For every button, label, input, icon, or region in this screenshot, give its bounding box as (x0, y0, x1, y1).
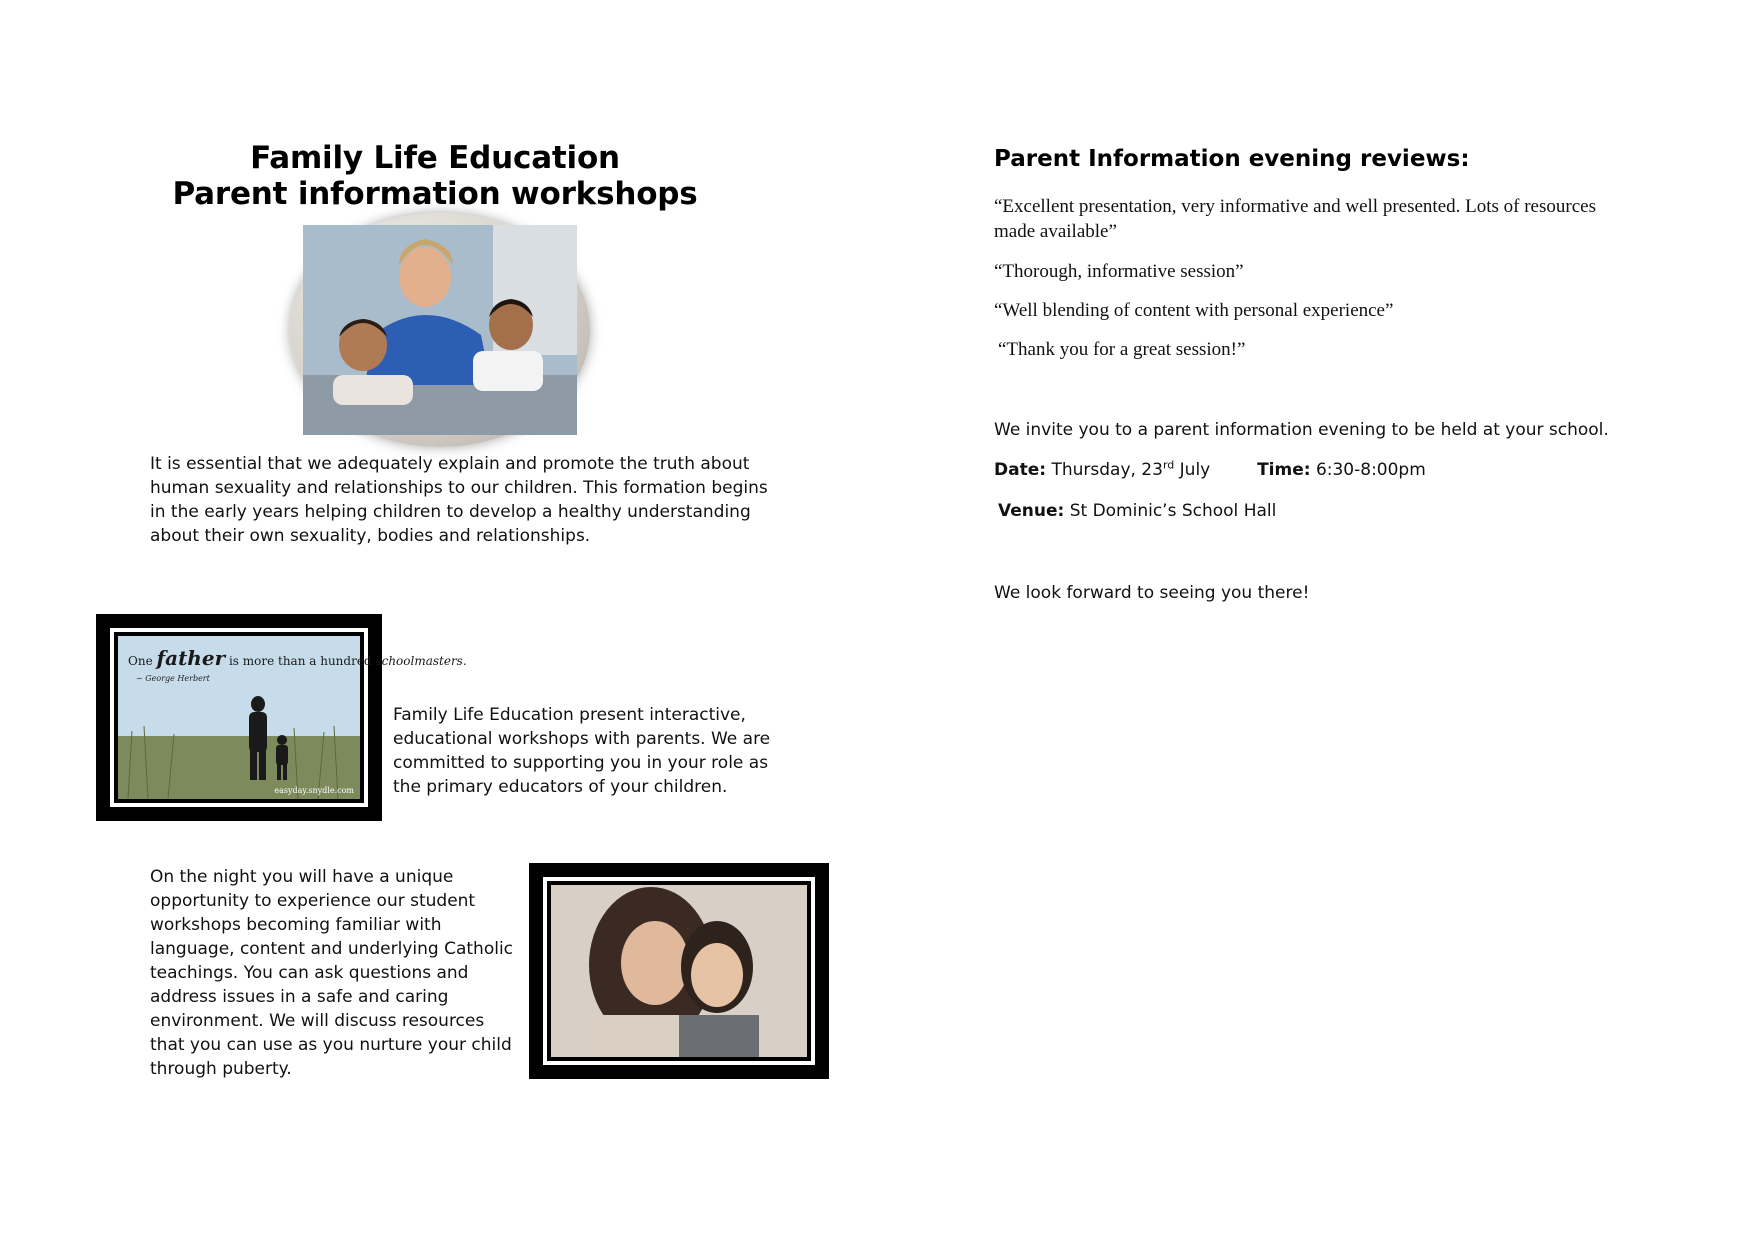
father-quote-picture (118, 636, 467, 799)
venue-line (998, 499, 1638, 523)
invite-text: We invite you to a parent information evening to be held at your school. (994, 420, 1609, 440)
quote-author: ~ George Herbert (136, 674, 210, 683)
quote-text (128, 646, 467, 670)
portrait-illustration (551, 885, 807, 1057)
page-title (150, 140, 720, 212)
title-line-2: Parent information workshops (172, 176, 698, 212)
review-4: “Thank you for a great session!” (998, 339, 1246, 360)
family-photo-illustration (303, 225, 577, 435)
date-month: July (1179, 460, 1211, 480)
time-value: 6:30-8:00pm (1315, 460, 1426, 480)
date-suffix: rd (1162, 458, 1175, 472)
night-paragraph: On the night you will have a unique opportunity to experience our student workshops becoming familiar with language, content and underlying Catholic teachings. You can ask questions and address issues in a safe and caring environment. We will discuss resources that you can use as you nurture your child through puberty. (150, 867, 514, 1079)
mother-daughter-picture (551, 885, 807, 1057)
date-label: Date: (994, 460, 1047, 480)
review-3: “Well blending of content with personal experience” (994, 300, 1394, 321)
venue-label: Venue: (998, 501, 1065, 521)
venue-value: St Dominic’s School Hall (1069, 501, 1277, 521)
mother-daughter-image (529, 863, 829, 1079)
image-watermark: easyday.snydle.com (274, 786, 354, 795)
reviews-heading: Parent Information evening reviews: (994, 146, 1470, 172)
workshops-paragraph: Family Life Education present interactive, educational workshops with parents. We are committed to supporting you in your role as the primary educators of your children. (393, 705, 771, 797)
quote-middle: is more than a hundred (228, 654, 372, 668)
date-time-line (994, 458, 1634, 482)
quote-prefix: One (128, 654, 153, 668)
father-quote-image (96, 614, 467, 821)
quote-emphasis: father (156, 646, 226, 670)
date-value: Thursday, 23 (1051, 460, 1163, 480)
time-label: Time: (1257, 460, 1311, 480)
intro-paragraph: It is essential that we adequately explain and promote the truth about human sexuality and relationships to our children. This formation begins in the early years helping children to develop a healthy understanding about their own sexuality, bodies and relationships. (150, 454, 768, 546)
review-1: “Excellent presentation, very informative and well presented. Lots of resources made available” (994, 196, 1596, 242)
closing-text: We look forward to seeing you there! (994, 583, 1310, 603)
quote-tail: schoolmasters. (375, 654, 467, 668)
title-line-1: Family Life Education (250, 140, 620, 176)
review-2: “Thorough, informative session” (994, 261, 1244, 282)
family-photo (303, 225, 577, 435)
